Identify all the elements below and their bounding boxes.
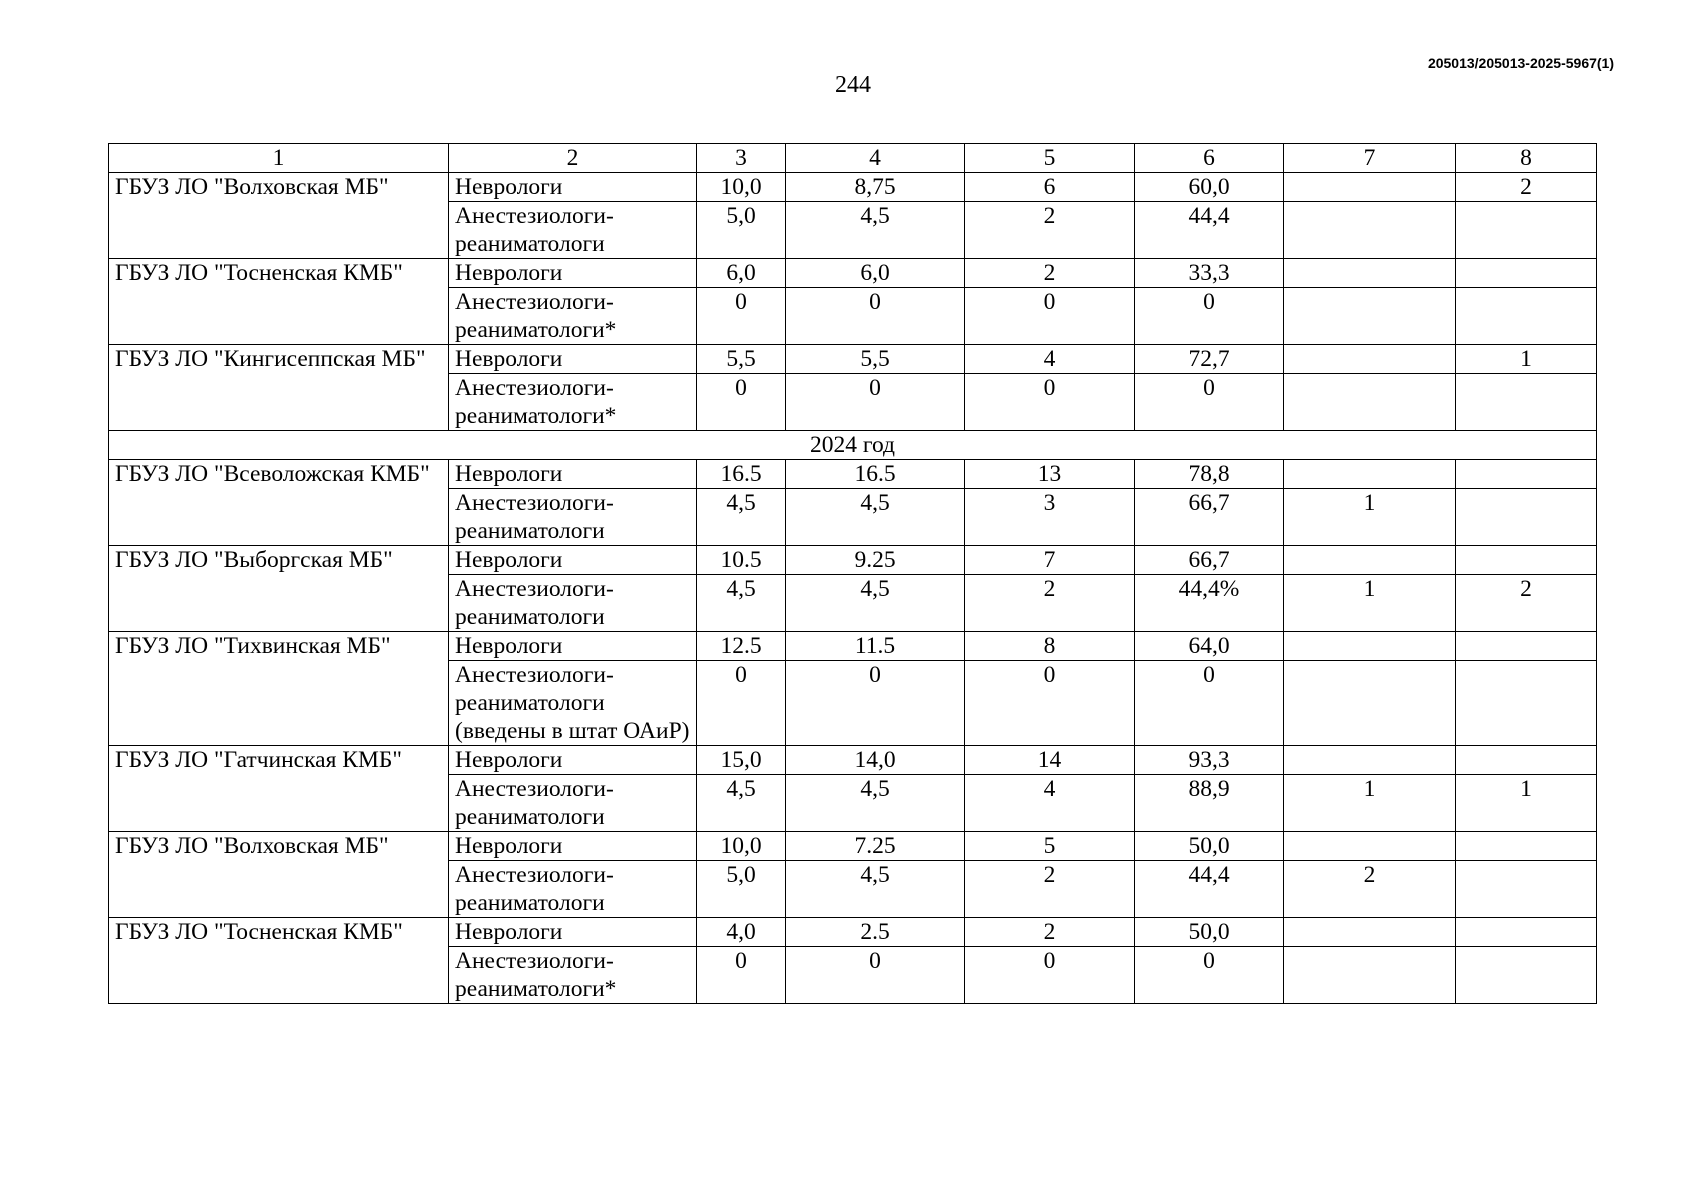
value-cell-c5: 0 xyxy=(965,947,1135,1004)
value-cell-c7 xyxy=(1284,832,1456,861)
value-cell-c4: 6,0 xyxy=(786,259,965,288)
value-cell-c8 xyxy=(1456,632,1597,661)
institution-name: ГБУЗ ЛО "Волховская МБ" xyxy=(109,832,449,918)
value-cell-c4: 4,5 xyxy=(786,202,965,259)
table-row xyxy=(109,345,1597,374)
column-number: 5 xyxy=(965,144,1135,173)
specialty: Неврологи xyxy=(449,546,697,575)
value-cell-c6: 44,4 xyxy=(1135,202,1284,259)
section-label: 2024 год xyxy=(109,431,1597,460)
value-cell-c8: 2 xyxy=(1456,173,1597,202)
specialty: Неврологи xyxy=(449,918,697,947)
value-cell-c3: 4,5 xyxy=(697,775,786,832)
column-number: 4 xyxy=(786,144,965,173)
specialty: Неврологи xyxy=(449,632,697,661)
value-cell-c6: 33,3 xyxy=(1135,259,1284,288)
value-cell-c4: 4,5 xyxy=(786,861,965,918)
value-cell-c3: 5,5 xyxy=(697,345,786,374)
column-number: 6 xyxy=(1135,144,1284,173)
institution-name: ГБУЗ ЛО "Тосненская КМБ" xyxy=(109,259,449,345)
specialty: Неврологи xyxy=(449,259,697,288)
table-row xyxy=(109,173,1597,202)
value-cell-c3: 10.5 xyxy=(697,546,786,575)
specialty: Анестезиологи-реаниматологи xyxy=(449,575,697,632)
value-cell-c6: 88,9 xyxy=(1135,775,1284,832)
column-number: 8 xyxy=(1456,144,1597,173)
value-cell-c7: 1 xyxy=(1284,775,1456,832)
value-cell-c7: 1 xyxy=(1284,489,1456,546)
value-cell-c6: 44,4 xyxy=(1135,861,1284,918)
specialty: Анестезиологи-реаниматологи* xyxy=(449,947,697,1004)
value-cell-c8 xyxy=(1456,374,1597,431)
value-cell-c7 xyxy=(1284,259,1456,288)
table-row xyxy=(109,918,1597,947)
value-cell-c8 xyxy=(1456,489,1597,546)
institution-name: ГБУЗ ЛО "Кингисеппская МБ" xyxy=(109,345,449,431)
value-cell-c6: 93,3 xyxy=(1135,746,1284,775)
value-cell-c7 xyxy=(1284,345,1456,374)
value-cell-c5: 8 xyxy=(965,632,1135,661)
specialty: Анестезиологи-реаниматологи xyxy=(449,489,697,546)
institution-name: ГБУЗ ЛО "Волховская МБ" xyxy=(109,173,449,259)
value-cell-c3: 5,0 xyxy=(697,861,786,918)
value-cell-c4: 0 xyxy=(786,947,965,1004)
value-cell-c8 xyxy=(1456,861,1597,918)
value-cell-c3: 0 xyxy=(697,374,786,431)
value-cell-c7 xyxy=(1284,632,1456,661)
institution-name: ГБУЗ ЛО "Выборгская МБ" xyxy=(109,546,449,632)
value-cell-c4: 16.5 xyxy=(786,460,965,489)
value-cell-c6: 60,0 xyxy=(1135,173,1284,202)
value-cell-c6: 66,7 xyxy=(1135,489,1284,546)
table-row xyxy=(109,460,1597,489)
value-cell-c5: 0 xyxy=(965,661,1135,746)
column-number: 7 xyxy=(1284,144,1456,173)
value-cell-c6: 50,0 xyxy=(1135,832,1284,861)
value-cell-c8 xyxy=(1456,460,1597,489)
institution-name: ГБУЗ ЛО "Гатчинская КМБ" xyxy=(109,746,449,832)
value-cell-c5: 4 xyxy=(965,345,1135,374)
value-cell-c3: 0 xyxy=(697,661,786,746)
specialty: Анестезиологи-реаниматологи (введены в штат ОАиР) xyxy=(449,661,697,746)
table-row xyxy=(109,259,1597,288)
column-number-row xyxy=(109,144,1597,173)
value-cell-c6: 78,8 xyxy=(1135,460,1284,489)
value-cell-c5: 14 xyxy=(965,746,1135,775)
value-cell-c6: 66,7 xyxy=(1135,546,1284,575)
value-cell-c5: 0 xyxy=(965,288,1135,345)
value-cell-c3: 6,0 xyxy=(697,259,786,288)
value-cell-c5: 0 xyxy=(965,374,1135,431)
column-number: 3 xyxy=(697,144,786,173)
value-cell-c3: 10,0 xyxy=(697,173,786,202)
specialty: Неврологи xyxy=(449,460,697,489)
specialty: Неврологи xyxy=(449,173,697,202)
document-id: 205013/205013-2025-5967(1) xyxy=(1427,55,1614,71)
rows-block-previous-year xyxy=(109,173,1597,431)
table-row xyxy=(109,546,1597,575)
table-row xyxy=(109,832,1597,861)
specialty: Неврологи xyxy=(449,746,697,775)
value-cell-c4: 14,0 xyxy=(786,746,965,775)
table-row xyxy=(109,746,1597,775)
value-cell-c7 xyxy=(1284,460,1456,489)
value-cell-c6: 50,0 xyxy=(1135,918,1284,947)
page-number: 244 xyxy=(835,72,871,98)
value-cell-c4: 4,5 xyxy=(786,489,965,546)
specialty: Анестезиологи-реаниматологи* xyxy=(449,288,697,345)
value-cell-c5: 2 xyxy=(965,861,1135,918)
value-cell-c7 xyxy=(1284,947,1456,1004)
value-cell-c7 xyxy=(1284,288,1456,345)
value-cell-c7 xyxy=(1284,546,1456,575)
value-cell-c6: 0 xyxy=(1135,661,1284,746)
value-cell-c7 xyxy=(1284,374,1456,431)
value-cell-c7: 2 xyxy=(1284,861,1456,918)
value-cell-c4: 7.25 xyxy=(786,832,965,861)
value-cell-c6: 44,4% xyxy=(1135,575,1284,632)
value-cell-c3: 5,0 xyxy=(697,202,786,259)
value-cell-c3: 10,0 xyxy=(697,832,786,861)
value-cell-c8 xyxy=(1456,832,1597,861)
value-cell-c8 xyxy=(1456,918,1597,947)
value-cell-c3: 4,5 xyxy=(697,575,786,632)
section-row-2024 xyxy=(109,431,1597,460)
value-cell-c8 xyxy=(1456,746,1597,775)
value-cell-c6: 72,7 xyxy=(1135,345,1284,374)
value-cell-c4: 9.25 xyxy=(786,546,965,575)
value-cell-c4: 2.5 xyxy=(786,918,965,947)
value-cell-c8 xyxy=(1456,202,1597,259)
institution-name: ГБУЗ ЛО "Всеволожская КМБ" xyxy=(109,460,449,546)
staffing-table xyxy=(108,143,1597,1004)
value-cell-c3: 4,5 xyxy=(697,489,786,546)
value-cell-c4: 0 xyxy=(786,661,965,746)
value-cell-c4: 4,5 xyxy=(786,775,965,832)
value-cell-c5: 2 xyxy=(965,918,1135,947)
value-cell-c6: 64,0 xyxy=(1135,632,1284,661)
specialty: Анестезиологи-реаниматологи xyxy=(449,202,697,259)
value-cell-c5: 2 xyxy=(965,202,1135,259)
value-cell-c8: 1 xyxy=(1456,775,1597,832)
value-cell-c3: 4,0 xyxy=(697,918,786,947)
value-cell-c7: 1 xyxy=(1284,575,1456,632)
institution-name: ГБУЗ ЛО "Тосненская КМБ" xyxy=(109,918,449,1004)
value-cell-c3: 12.5 xyxy=(697,632,786,661)
specialty: Анестезиологи-реаниматологи xyxy=(449,861,697,918)
value-cell-c6: 0 xyxy=(1135,288,1284,345)
value-cell-c7 xyxy=(1284,661,1456,746)
value-cell-c5: 3 xyxy=(965,489,1135,546)
value-cell-c7 xyxy=(1284,202,1456,259)
value-cell-c8 xyxy=(1456,288,1597,345)
value-cell-c5: 13 xyxy=(965,460,1135,489)
specialty: Неврологи xyxy=(449,832,697,861)
value-cell-c6: 0 xyxy=(1135,947,1284,1004)
value-cell-c6: 0 xyxy=(1135,374,1284,431)
value-cell-c7 xyxy=(1284,918,1456,947)
value-cell-c3: 15,0 xyxy=(697,746,786,775)
value-cell-c8: 1 xyxy=(1456,345,1597,374)
value-cell-c4: 11.5 xyxy=(786,632,965,661)
value-cell-c4: 8,75 xyxy=(786,173,965,202)
value-cell-c4: 0 xyxy=(786,288,965,345)
rows-block-2024 xyxy=(109,460,1597,1004)
value-cell-c5: 7 xyxy=(965,546,1135,575)
value-cell-c5: 2 xyxy=(965,575,1135,632)
value-cell-c4: 0 xyxy=(786,374,965,431)
value-cell-c7 xyxy=(1284,173,1456,202)
column-number: 2 xyxy=(449,144,697,173)
value-cell-c5: 2 xyxy=(965,259,1135,288)
specialty: Неврологи xyxy=(449,345,697,374)
value-cell-c8 xyxy=(1456,546,1597,575)
value-cell-c4: 5,5 xyxy=(786,345,965,374)
value-cell-c4: 4,5 xyxy=(786,575,965,632)
column-number: 1 xyxy=(109,144,449,173)
value-cell-c3: 16.5 xyxy=(697,460,786,489)
table-row xyxy=(109,632,1597,661)
specialty: Анестезиологи-реаниматологи* xyxy=(449,374,697,431)
value-cell-c8: 2 xyxy=(1456,575,1597,632)
value-cell-c8 xyxy=(1456,947,1597,1004)
value-cell-c5: 5 xyxy=(965,832,1135,861)
value-cell-c3: 0 xyxy=(697,947,786,1004)
specialty: Анестезиологи-реаниматологи xyxy=(449,775,697,832)
institution-name: ГБУЗ ЛО "Тихвинская МБ" xyxy=(109,632,449,746)
value-cell-c8 xyxy=(1456,259,1597,288)
value-cell-c7 xyxy=(1284,746,1456,775)
value-cell-c8 xyxy=(1456,661,1597,746)
value-cell-c5: 4 xyxy=(965,775,1135,832)
value-cell-c5: 6 xyxy=(965,173,1135,202)
value-cell-c3: 0 xyxy=(697,288,786,345)
